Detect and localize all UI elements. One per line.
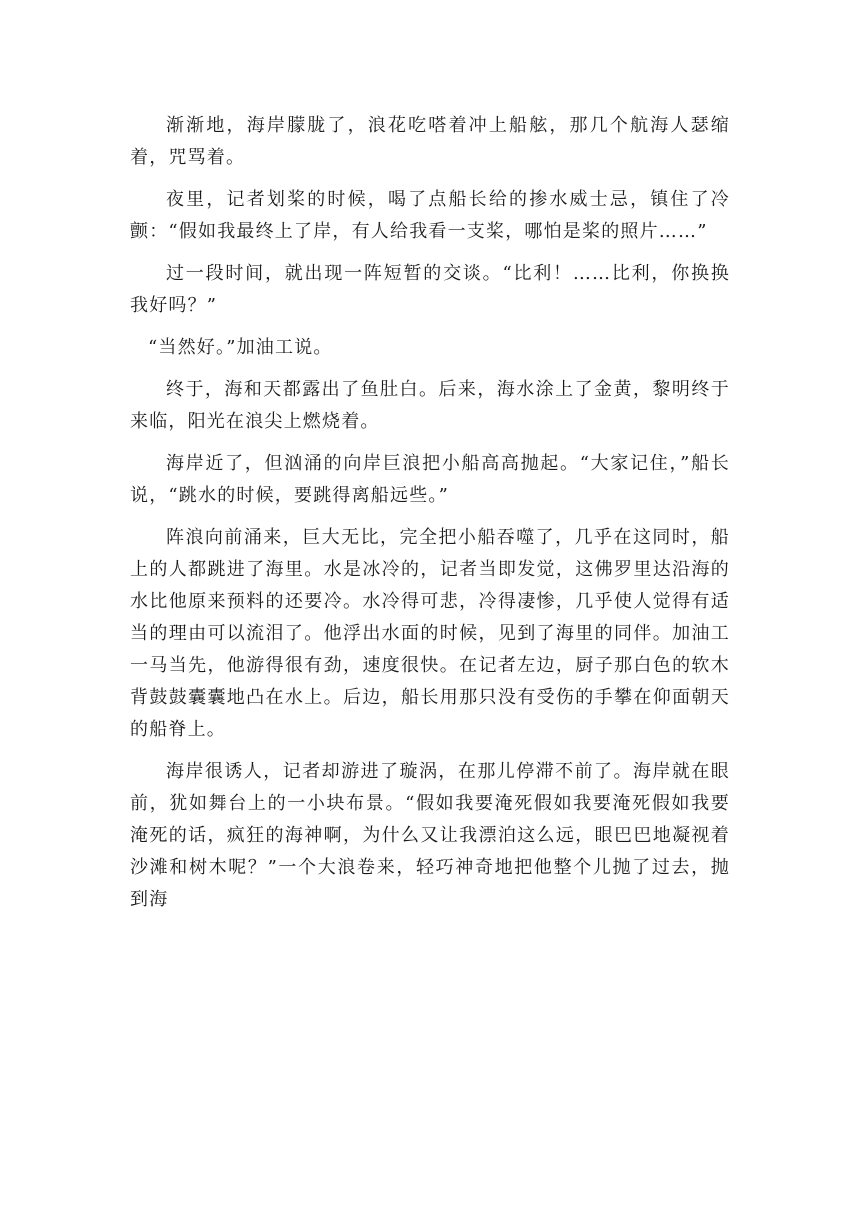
paragraph-7: 阵浪向前涌来，巨大无比，完全把小船吞噬了，几乎在这同时，船上的人都跳进了海里。水是冰冷的，记者当即发觉，这佛罗里达沿海的水比他原来预料的还要冷。水冷得可悲，冷得凄惨，几乎使人觉得有适当的理由可以流泪了。他浮出水面的时候，见到了海里的同伴。加油工一马当先，他游得很有劲，速度很快。在记者左边，厨子那白色的软木背鼓鼓囊囊地凸在水上。后边，船长用那只没有受伤的手攀在仰面朝天的船脊上。 bbox=[130, 527, 730, 740]
paragraph-1: 渐渐地，海岸朦胧了，浪花吃嗒着冲上船舷，那几个航海人瑟缩着，咒骂着。 bbox=[130, 115, 730, 168]
paragraph-8: 海岸很诱人，记者却游进了璇涡，在那儿停滞不前了。海岸就在眼前，犹如舞台上的一小块布景。“假如我要淹死假如我要淹死假如我要淹死的话，疯狂的海神啊，为什么又让我漂泊这么远，眼巴巴地凝视着沙滩和树木呢？”一个大浪卷来，轻巧神奇地把他整个儿抛了过去，抛到海 bbox=[130, 761, 730, 910]
paragraph-5: 终于，海和天都露出了鱼肚白。后来，海水涂上了金黄，黎明终于来临，阳光在浪尖上燃烧着。 bbox=[130, 379, 730, 432]
paragraph-3: 过一段时间，就出现一阵短暂的交谈。“比利！……比利，你换换我好吗？” bbox=[130, 263, 730, 316]
document-page bbox=[130, 110, 730, 926]
paragraph-4: “当然好。”加油工说。 bbox=[148, 337, 333, 358]
paragraph-6: 海岸近了，但汹涌的向岸巨浪把小船高高抛起。“大家记住，”船长说，“跳水的时候，要跳得离船远些。” bbox=[130, 453, 730, 506]
paragraph-2: 夜里，记者划桨的时候，喝了点船长给的掺水威士忌，镇住了冷颤：“假如我最终上了岸，有人给我看一支桨，哪怕是桨的照片……” bbox=[130, 189, 730, 242]
